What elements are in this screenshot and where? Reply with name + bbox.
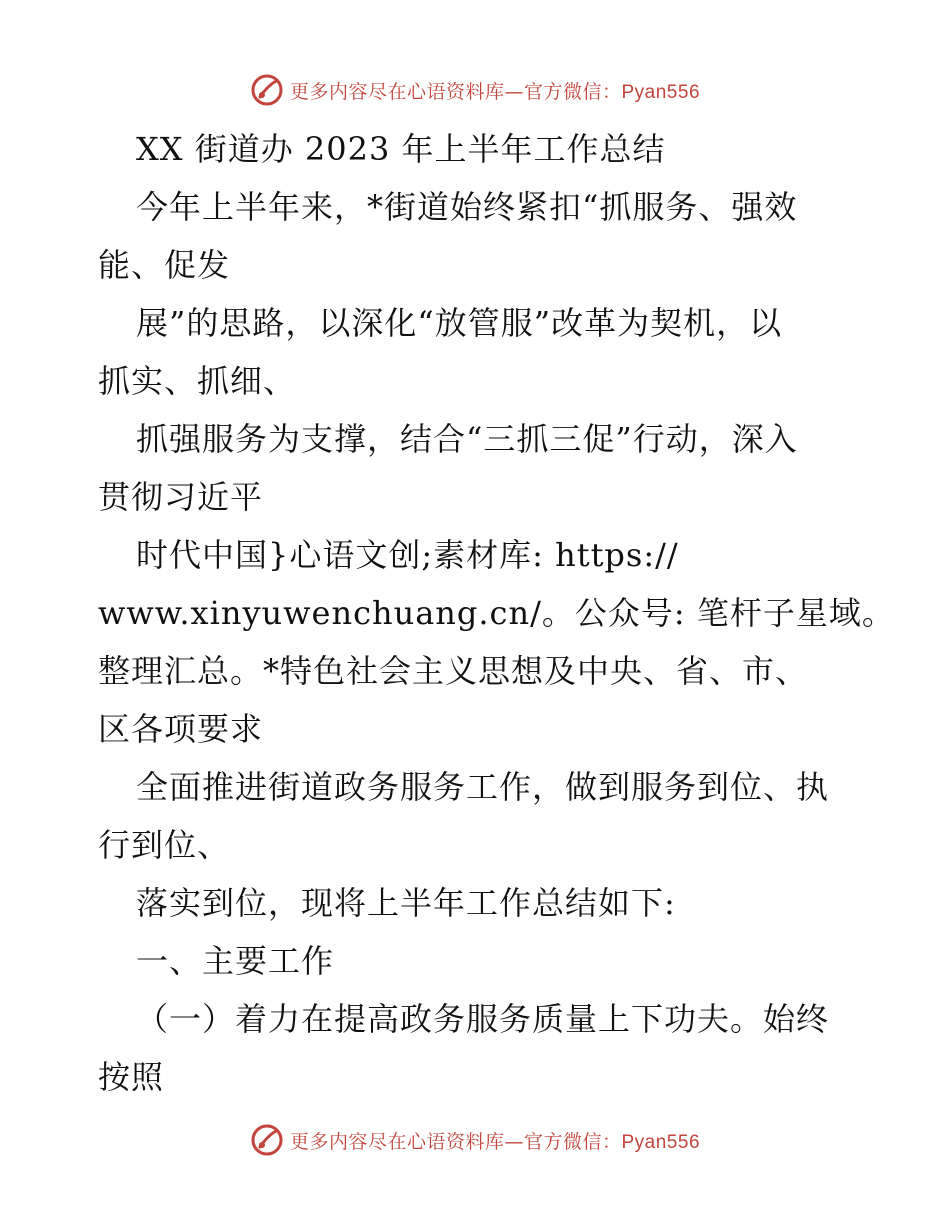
text-line: 时代中国}心语文创;素材库: https:// <box>136 536 679 574</box>
text-line: 抓实、抓细、 <box>98 362 297 400</box>
text-line: 展”的思路，以深化“放管服”改革为契机，以 <box>136 304 783 342</box>
watermark-slogan: 更多内容尽在心语资料库 <box>289 80 505 103</box>
document-title: XX 街道办 2023 年上半年工作总结 <box>136 130 666 168</box>
text-line: 能、促发 <box>98 246 231 284</box>
text-line: www.xinyuwenchuang.cn/。公众号: 笔杆子星域。 <box>98 594 895 632</box>
text-line: 落实到位，现将上半年工作总结如下: <box>136 884 676 922</box>
watermark-contact-label: 官方微信： <box>523 80 622 103</box>
text-line: 区各项要求 <box>98 710 264 748</box>
watermark-slogan: 更多内容尽在心语资料库 <box>289 1130 505 1153</box>
text-line: 行到位、 <box>98 826 231 864</box>
brush-seal-icon <box>250 73 284 107</box>
text-line: 全面推进街道政务服务工作，做到服务到位、执 <box>136 768 830 806</box>
watermark-text <box>290 77 700 104</box>
watermark-contact-id: Pyan556 <box>621 81 701 103</box>
footer-watermark <box>0 1120 950 1160</box>
watermark-separator: — <box>504 80 524 103</box>
document-body <box>98 120 895 1106</box>
watermark-contact-label: 官方微信： <box>523 1130 622 1153</box>
text-line: 一、主要工作 <box>136 942 335 980</box>
text-line: 贯彻习近平 <box>98 478 264 516</box>
watermark-text <box>290 1127 700 1154</box>
text-line: 按照 <box>98 1058 165 1096</box>
text-line: 整理汇总。*特色社会主义思想及中央、省、市、 <box>98 652 809 690</box>
watermark-separator: — <box>504 1130 524 1153</box>
watermark-contact-id: Pyan556 <box>621 1131 701 1153</box>
brush-seal-icon <box>250 1123 284 1157</box>
text-line: （一）着力在提高政务服务质量上下功夫。始终 <box>136 1000 830 1038</box>
text-line: 抓强服务为支撑，结合“三抓三促”行动，深入 <box>136 420 798 458</box>
text-line: 今年上半年来，*街道始终紧扣“抓服务、强效 <box>136 188 798 226</box>
header-watermark <box>0 70 950 110</box>
